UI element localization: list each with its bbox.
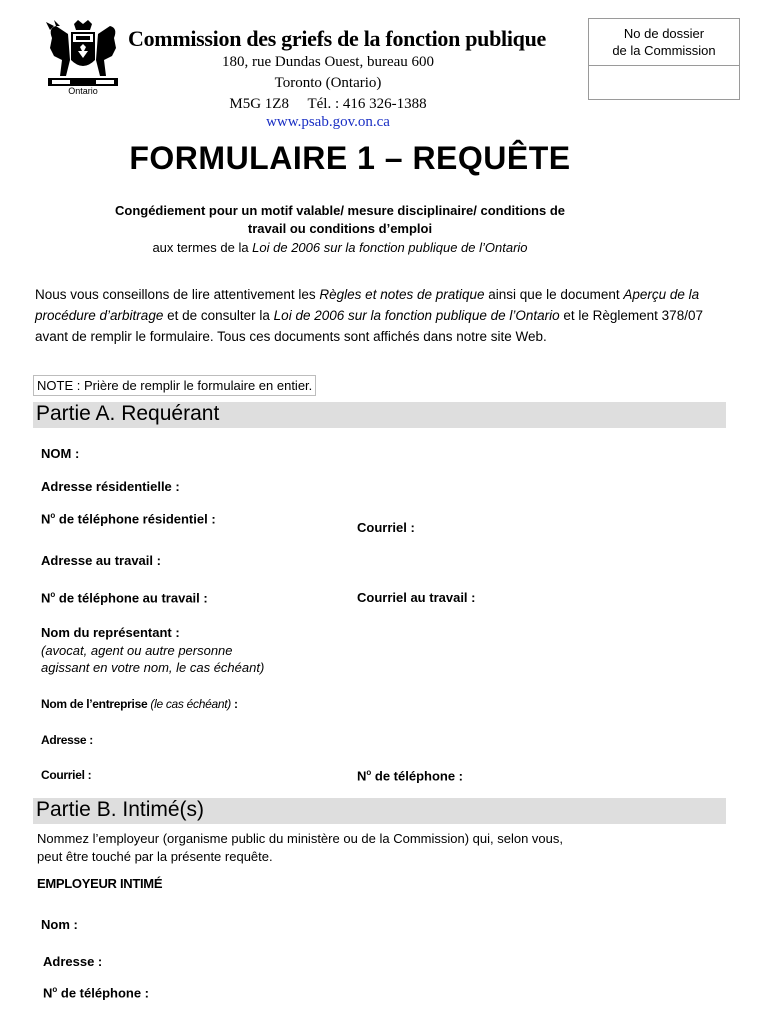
work-phone-sup: o [50, 590, 56, 599]
home-phone-rest: de téléphone résidentiel : [55, 511, 216, 527]
intro-paragraph [35, 284, 715, 347]
work-address-label: Adresse au travail : [41, 553, 161, 568]
company-name-colon: : [230, 697, 238, 711]
part-b-header [33, 798, 726, 824]
completion-note: NOTE : Prière de remplir le formulaire en entier. [33, 375, 316, 396]
employer-phone-rest: de téléphone : [57, 985, 150, 1001]
address-line-1: 180, rue Dundas Ouest, bureau 600 [221, 54, 435, 70]
company-name-text: Nom de l’entreprise [41, 697, 148, 711]
intro-act-title: Loi de 2006 sur la fonction publique de l’Ontario [273, 308, 560, 323]
home-phone-n: N [41, 511, 51, 527]
employer-phone-sup: o [52, 985, 58, 994]
form-subtitle-line-2: travail ou conditions d’emploi [247, 221, 433, 236]
part-a-header [33, 402, 726, 428]
work-phone-label [41, 590, 208, 605]
respondent-employer-heading: EMPLOYEUR INTIMÉ [37, 876, 163, 891]
crest-caption: Ontario [68, 86, 98, 96]
email-label: Courriel : [357, 520, 415, 535]
organization-name: Commission des griefs de la fonction publique [128, 26, 546, 51]
company-phone-label [357, 768, 463, 783]
intro-text-4: et le Règlement 378/07 avant de remplir le formulaire. Tous ces documents sont affichés dans notre site Web. [35, 308, 703, 344]
intro-text-2: ainsi que le document [484, 287, 624, 302]
legal-reference-prefix: aux termes de la [152, 240, 253, 255]
part-b-description-line-2: peut être touché par la présente requête. [37, 849, 273, 864]
home-address-label: Adresse résidentielle : [41, 479, 180, 494]
intro-text-3: et de consulter la [163, 308, 274, 323]
representative-name-label: Nom du représentant : [41, 625, 180, 640]
file-number-divider [589, 65, 739, 66]
intro-rules-title: Règles et notes de pratique [319, 287, 485, 302]
legal-reference-act: Loi de 2006 sur la fonction publique de l’Ontario [252, 240, 528, 255]
work-phone-n: N [41, 590, 51, 606]
employer-phone-n: N [43, 985, 53, 1001]
employer-phone-label [43, 985, 149, 1000]
form-subtitle-line-1: Congédiement pour un motif valable/ mesure disciplinaire/ conditions de [114, 203, 566, 218]
part-b-title: Partie B. Intimé(s) [36, 798, 205, 821]
file-number-label: No de dossier de la Commission [612, 26, 716, 58]
intro-text-1: Nous vous conseillons de lire attentivement les [35, 287, 320, 302]
file-number-box [588, 18, 740, 100]
work-email-label: Courriel au travail : [357, 590, 476, 605]
website-link[interactable]: www.psab.gov.on.ca [266, 114, 390, 130]
address-line-3: M5G 1Z8 Tél. : 416 326-1388 [229, 96, 427, 112]
company-address-label: Adresse : [41, 733, 93, 747]
intro-overview-title: Aperçu de la procédure d’arbitrage [35, 287, 700, 323]
representative-note-line-1: (avocat, agent ou autre personne [41, 643, 233, 658]
form-title: FORMULAIRE 1 – REQUÊTE [129, 140, 571, 176]
employer-address-label: Adresse : [43, 954, 103, 969]
company-name-note: (le cas échéant) [150, 697, 231, 711]
company-email-label: Courriel : [41, 768, 92, 782]
legal-reference [60, 240, 620, 255]
employer-name-label: Nom : [41, 917, 78, 932]
home-phone-label [41, 511, 216, 526]
address-line-2: Toronto (Ontario) [274, 75, 382, 91]
home-phone-sup: o [50, 511, 56, 520]
company-phone-rest: de téléphone : [371, 768, 464, 784]
applicant-name-label: NOM : [41, 446, 80, 461]
company-phone-n: N [357, 768, 367, 784]
company-name-label [41, 697, 238, 711]
work-phone-rest: de téléphone au travail : [55, 590, 208, 606]
representative-note-line-2: agissant en votre nom, le cas échéant) [41, 660, 265, 675]
part-a-title: Partie A. Requérant [36, 402, 220, 425]
part-b-description-line-1: Nommez l’employeur (organisme public du ministère ou de la Commission) qui, selon vous, [37, 831, 563, 846]
company-phone-sup: o [366, 768, 372, 777]
